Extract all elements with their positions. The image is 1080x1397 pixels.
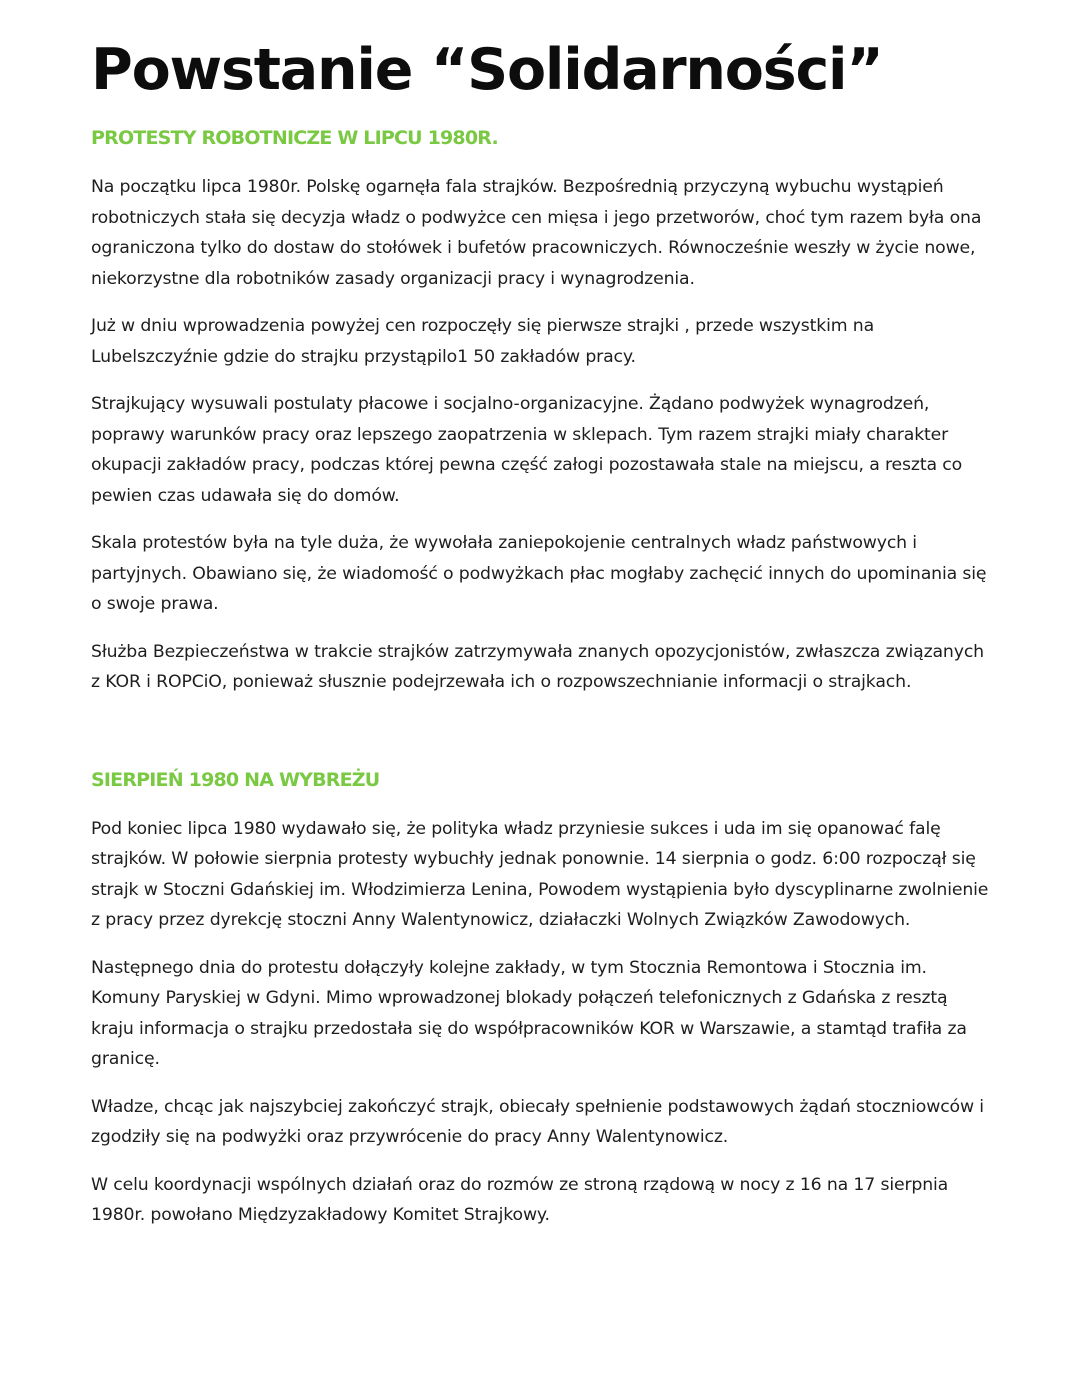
section-spacer [91, 715, 991, 766]
document-page [91, 30, 991, 1248]
paragraph: Następnego dnia do protestu dołączyły kolejne zakłady, w tym Stocznia Remontowa i Stocznia im. Komuny Paryskiej w Gdyni. Mimo wprowadzonej blokady połączeń telefonicznych z Gdańska z resztą kraju informacja o strajku przedostała się do współpracowników KOR w Warszawie, a stamtąd trafiła za granicę. [91, 957, 967, 1069]
section-july-protests [91, 124, 991, 698]
paragraph: Służba Bezpieczeństwa w trakcie strajków zatrzymywała znanych opozycjonistów, zwłaszcza związanych z KOR i ROPCiO, ponieważ słusznie podejrzewała ich o rozpowszechnianie informacji o strajkach. [91, 641, 984, 692]
page-title: Powstanie “Solidarności” [91, 37, 883, 103]
paragraph: Strajkujący wysuwali postulaty płacowe i socjalno-organizacyjne. Żądano podwyżek wynagrodzeń, poprawy warunków pracy oraz lepszego zaopatrzenia w sklepach. Tym razem strajki miały charakter okupacji zakładów pracy, podczas której pewna część załogi pozostawała stale na miejscu, a reszta co pewien czas udawała się do domów. [91, 394, 963, 506]
section-august-coast [91, 766, 991, 1231]
paragraph: Na początku lipca 1980r. Polskę ogarnęła fala strajków. Bezpośrednią przyczyną wybuchu wystąpień robotniczych stała się decyzja władz o podwyżce cen mięsa i jego przetworów, choć tym razem była ona ograniczona tylko do dostaw do stołówek i bufetów pracowniczych. Równocześnie weszły w życie nowe, niekorzystne dla robotników zasady organizacji pracy i wynagrodzenia. [91, 177, 982, 289]
section-heading: PROTESTY ROBOTNICZE W LIPCU 1980R. [91, 127, 498, 149]
paragraph: Władze, chcąc jak najszybciej zakończyć strajk, obiecały spełnienie podstawowych żądań stoczniowców i zgodziły się na podwyżki oraz przywrócenie do pracy Anny Walentynowicz. [91, 1096, 984, 1147]
section-heading: SIERPIEŃ 1980 NA WYBREŻU [91, 768, 380, 791]
paragraph: W celu koordynacji wspólnych działań oraz do rozmów ze stroną rządową w nocy z 16 na 17 sierpnia 1980r. powołano Międzyzakładowy Komitet Strajkowy. [91, 1174, 949, 1225]
paragraph: Skala protestów była na tyle duża, że wywołała zaniepokojenie centralnych władz państwowych i partyjnych. Obawiano się, że wiadomość o podwyżkach płac mogłaby zachęcić innych do upominania się o swoje prawa. [91, 533, 987, 614]
paragraph: Już w dniu wprowadzenia powyżej cen rozpoczęły się pierwsze strajki , przede wszystkim na Lubelszczyźnie gdzie do strajku przystąpilo1 50 zakładów pracy. [91, 316, 875, 367]
paragraph: Pod koniec lipca 1980 wydawało się, że polityka władz przyniesie sukces i uda im się opanować falę strajków. W połowie sierpnia protesty wybuchły jednak ponownie. 14 sierpnia o godz. 6:00 rozpoczął się strajk w Stoczni Gdańskiej im. Włodzimierza Lenina, Powodem wystąpienia było dyscyplinarne zwolnienie z pracy przez dyrekcję stoczni Anny Walentynowicz, działaczki Wolnych Związków Zawodowych. [91, 818, 989, 930]
